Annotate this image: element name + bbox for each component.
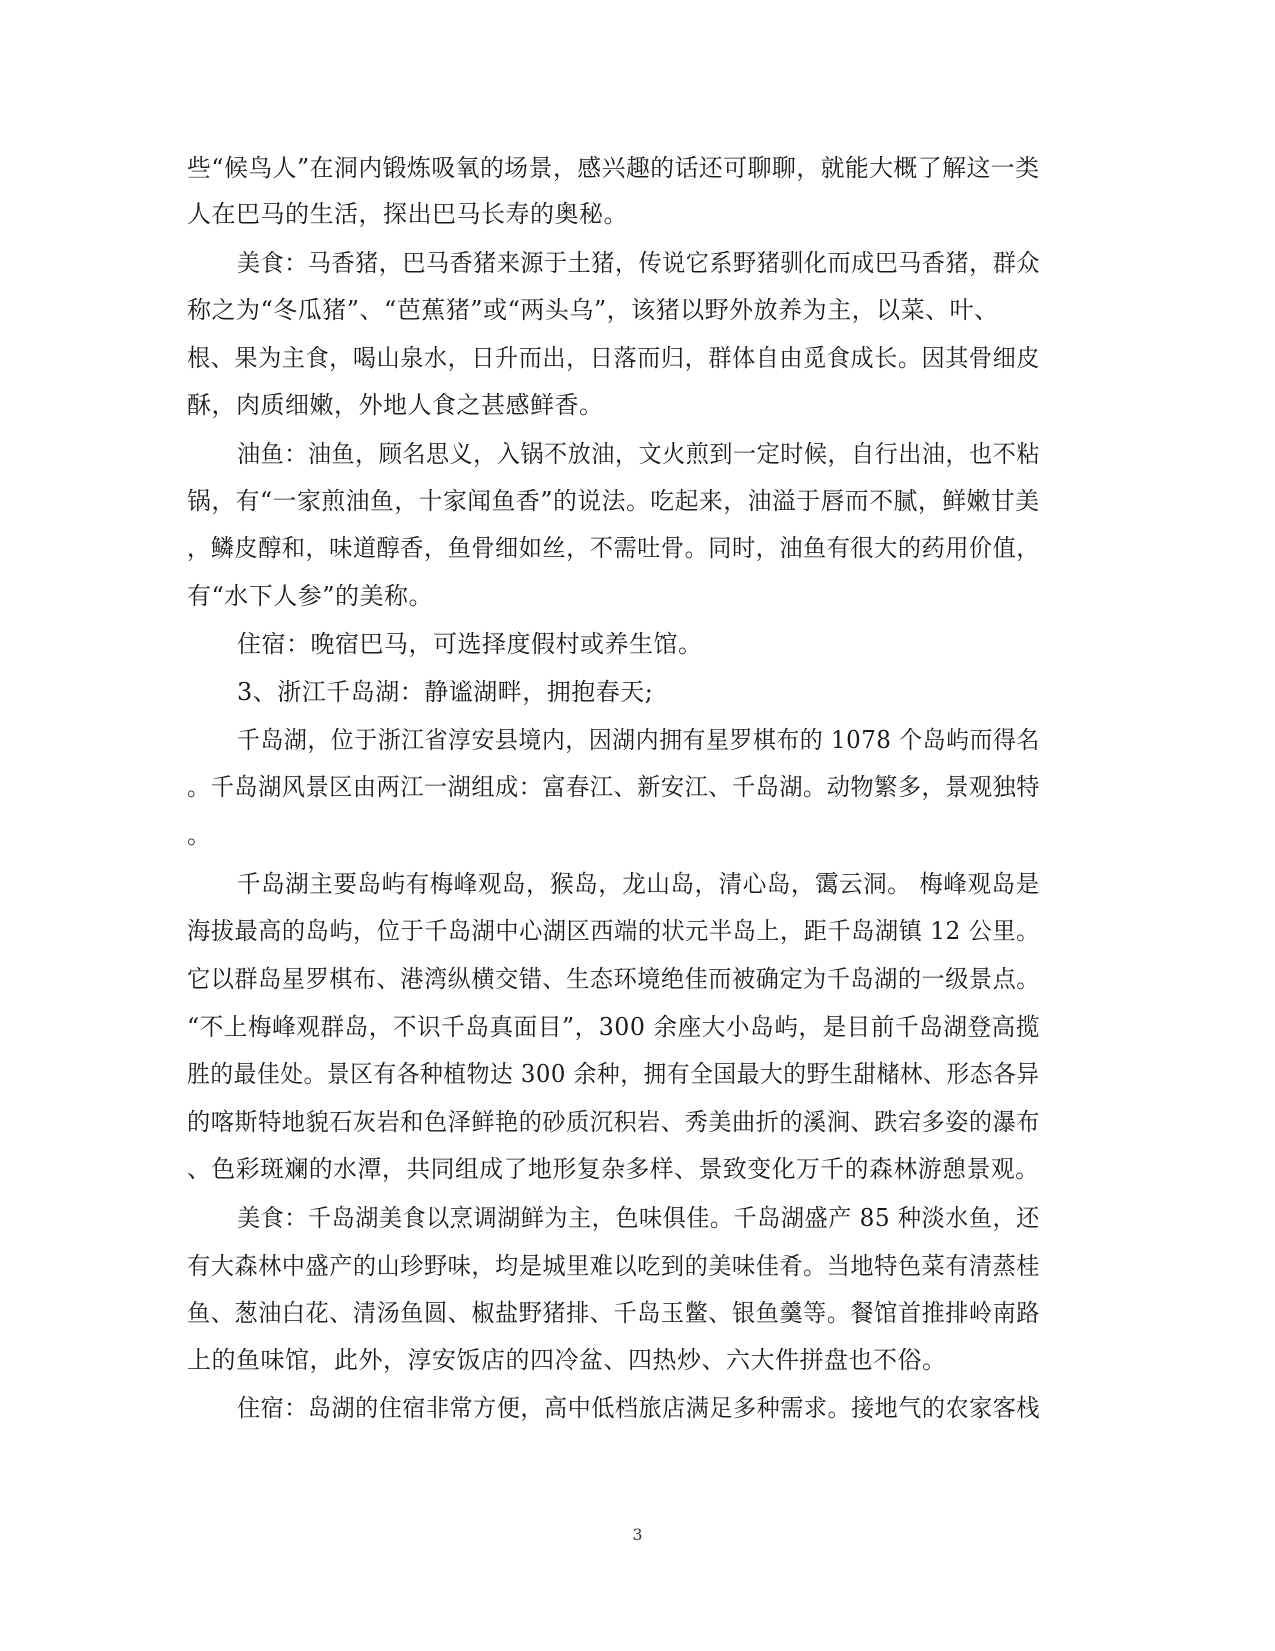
page-number: 3 bbox=[632, 1525, 643, 1544]
text-line: 根、果为主食，喝山泉水，日升而出，日落而归，群体自由觅食成长。因其骨细皮 bbox=[187, 344, 1040, 372]
text-line: 有“水下人参”的美称。 bbox=[187, 582, 434, 610]
section-heading: 3、浙江千岛湖：静谧湖畔，拥抱春天; bbox=[237, 678, 654, 706]
text-line: 上的鱼味馆，此外，淳安饭店的四冷盆、四热炒、六大件拼盘也不俗。 bbox=[187, 1346, 947, 1374]
text-line: 千岛湖主要岛屿有梅峰观岛，猴岛，龙山岛，清心岛，霭云洞。 梅峰观岛是 bbox=[237, 870, 1040, 898]
text-line: 住宿：岛湖的住宿非常方便，高中低档旅店满足多种需求。接地气的农家客栈 bbox=[237, 1394, 1041, 1422]
text-line: 些“候鸟人”在洞内锻炼吸氧的场景，感兴趣的话还可聊聊，就能大概了解这一类 bbox=[187, 154, 1040, 182]
text-line: 海拔最高的岛屿，位于千岛湖中心湖区西端的状元半岛上，距千岛湖镇 12 公里。 bbox=[187, 917, 1040, 945]
text-line: 的喀斯特地貌石灰岩和色泽鲜艳的砂质沉积岩、秀美曲折的溪涧、跌宕多姿的瀑布 bbox=[187, 1108, 1040, 1136]
text-line: 。千岛湖风景区由两江一湖组成：富春江、新安江、千岛湖。动物繁多，景观独特 bbox=[187, 773, 1040, 801]
text-line: 油鱼：油鱼，顾名思义，入锅不放油，文火煎到一定时候，自行出油，也不粘 bbox=[237, 440, 1041, 468]
text-line: 美食：千岛湖美食以烹调湖鲜为主，色味俱佳。千岛湖盛产 85 种淡水鱼，还 bbox=[237, 1204, 1040, 1232]
text-line: 锅，有“一家煎油鱼，十家闻鱼香”的说法。吃起来，油溢于唇而不腻，鲜嫩甘美 bbox=[187, 487, 1040, 515]
text-line: 鱼、葱油白花、清汤鱼圆、椒盐野猪排、千岛玉鳖、银鱼羹等。餐馆首推排岭南路 bbox=[187, 1299, 1040, 1327]
text-line: 酥，肉质细嫩，外地人食之甚感鲜香。 bbox=[187, 391, 604, 419]
text-line: 。 bbox=[187, 821, 212, 849]
text-line: 称之为“冬瓜猪”、“芭蕉猪”或“两头乌”，该猪以野外放养为主，以菜、叶、 bbox=[187, 296, 999, 324]
text-line: 它以群岛星罗棋布、港湾纵横交错、生态环境绝佳而被确定为千岛湖的一级景点。 bbox=[187, 965, 1040, 993]
text-line: 千岛湖，位于浙江省淳安县境内，因湖内拥有星罗棋布的 1078 个岛屿而得名 bbox=[237, 726, 1040, 754]
text-line: 美食：马香猪，巴马香猪来源于土猪，传说它系野猪驯化而成巴马香猪，群众 bbox=[237, 249, 1041, 277]
text-line: 住宿：晚宿巴马，可选择度假村或养生馆。 bbox=[237, 630, 703, 658]
text-line: “不上梅峰观群岛，不识千岛真面目”，300 余座大小岛屿，是目前千岛湖登高揽 bbox=[187, 1013, 1040, 1041]
text-line: 人在巴马的生活，探出巴马长寿的奥秘。 bbox=[187, 200, 628, 228]
text-line: 有大森林中盛产的山珍野味，均是城里难以吃到的美味佳肴。当地特色菜有清蒸桂 bbox=[187, 1252, 1040, 1280]
text-line: ，鳞皮醇和，味道醇香，鱼骨细如丝，不需吐骨。同时，油鱼有很大的药用价值， bbox=[187, 534, 1040, 562]
text-line: 胜的最佳处。景区有各种植物达 300 余种，拥有全国最大的野生甜槠林、形态各异 bbox=[187, 1060, 1040, 1088]
text-line: 、色彩斑斓的水潭，共同组成了地形复杂多样、景致变化万千的森林游憩景观。 bbox=[187, 1155, 1040, 1183]
